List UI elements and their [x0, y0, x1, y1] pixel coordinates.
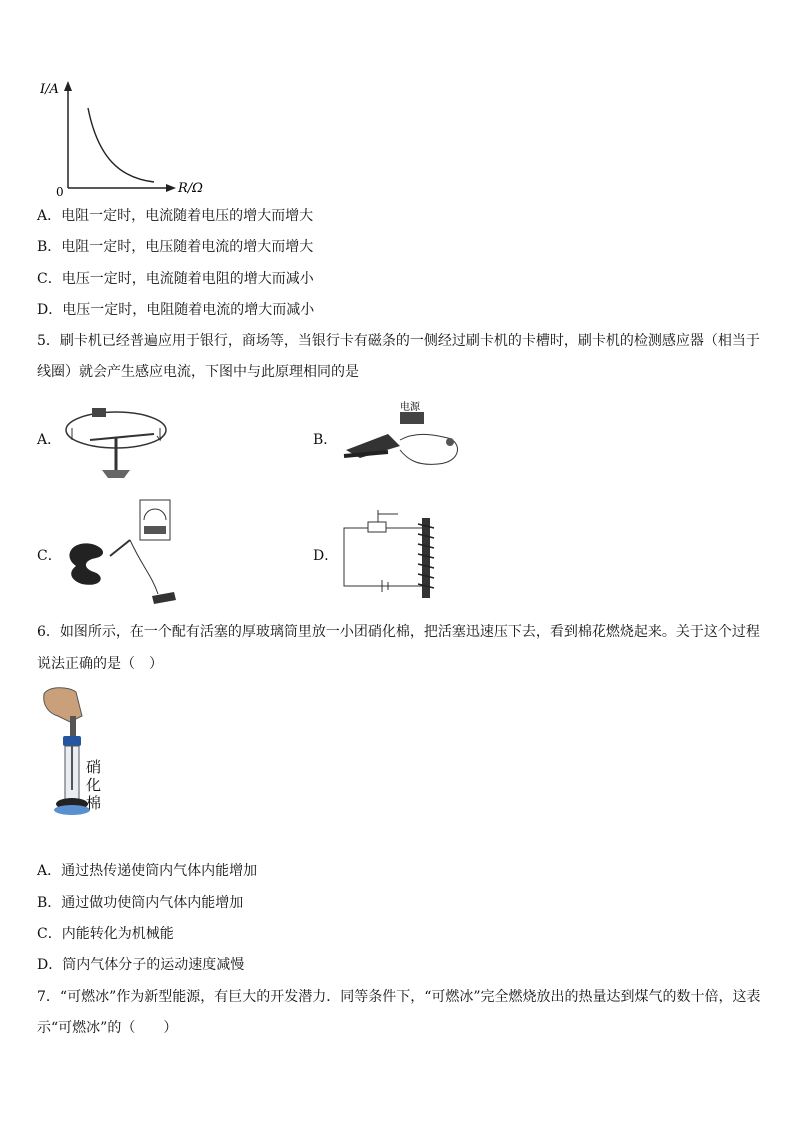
- q7-stem-line1: 7．“可燃冰”作为新型能源，有巨大的开发潜力．同等条件下，“可燃冰”完全燃烧放出的热量达到煤气的数十倍，这表: [37, 989, 761, 1005]
- q4-option-d: D．电压一定时，电阻随着电流的增大而减小: [37, 302, 315, 318]
- q5-image-c: [62, 496, 182, 606]
- q5-stem-line1: 5．刷卡机已经普遍应用于银行，商场等，当银行卡有磁条的一侧经过刷卡机的卡槽时，刷卡机的检测感应器（相当于: [37, 333, 760, 349]
- q6-option-d: D．筒内气体分子的运动速度减慢: [37, 957, 245, 973]
- i-r-graph: [40, 78, 220, 200]
- q5-option-c-label: C．: [37, 548, 62, 564]
- nitrocellulose-label: 硝 化 棉: [86, 758, 102, 812]
- q5-option-a-label: A．: [37, 432, 62, 448]
- q5-image-d: [338, 510, 448, 606]
- q6-stem-line2: 说法正确的是（ ）: [37, 656, 163, 672]
- q4-option-a: A．电阻一定时，电流随着电压的增大而增大: [37, 208, 314, 224]
- q4-option-b: B．电阻一定时，电压随着电流的增大而增大: [37, 239, 314, 255]
- q5-option-b-label: B．: [313, 432, 338, 448]
- q4-option-c: C．电压一定时，电流随着电阻的增大而减小: [37, 271, 314, 287]
- q6-option-a: A．通过热传递使筒内气体内能增加: [37, 863, 258, 879]
- q6-stem-line1: 6．如图所示，在一个配有活塞的厚玻璃筒里放一小团硝化棉，把活塞迅速压下去，看到棉花燃烧起来。关于这个过程: [37, 624, 760, 640]
- q7-stem-line2: 示“可燃冰”的（ ）: [37, 1020, 178, 1036]
- x-axis-label: R/Ω: [178, 181, 203, 196]
- q6-option-c: C．内能转化为机械能: [37, 926, 174, 942]
- q5-image-a: [62, 398, 170, 484]
- inverse-curve: [88, 108, 154, 182]
- power-source-label: 电源: [400, 402, 420, 413]
- q5-image-b: [338, 400, 468, 480]
- origin-label: 0: [56, 185, 64, 199]
- y-axis-label: I/A: [40, 82, 59, 97]
- q5-option-d-label: D．: [313, 548, 339, 564]
- q5-stem-line2: 线圈）就会产生感应电流，下图中与此原理相同的是: [37, 364, 359, 380]
- q6-option-b: B．通过做功使筒内气体内能增加: [37, 895, 244, 911]
